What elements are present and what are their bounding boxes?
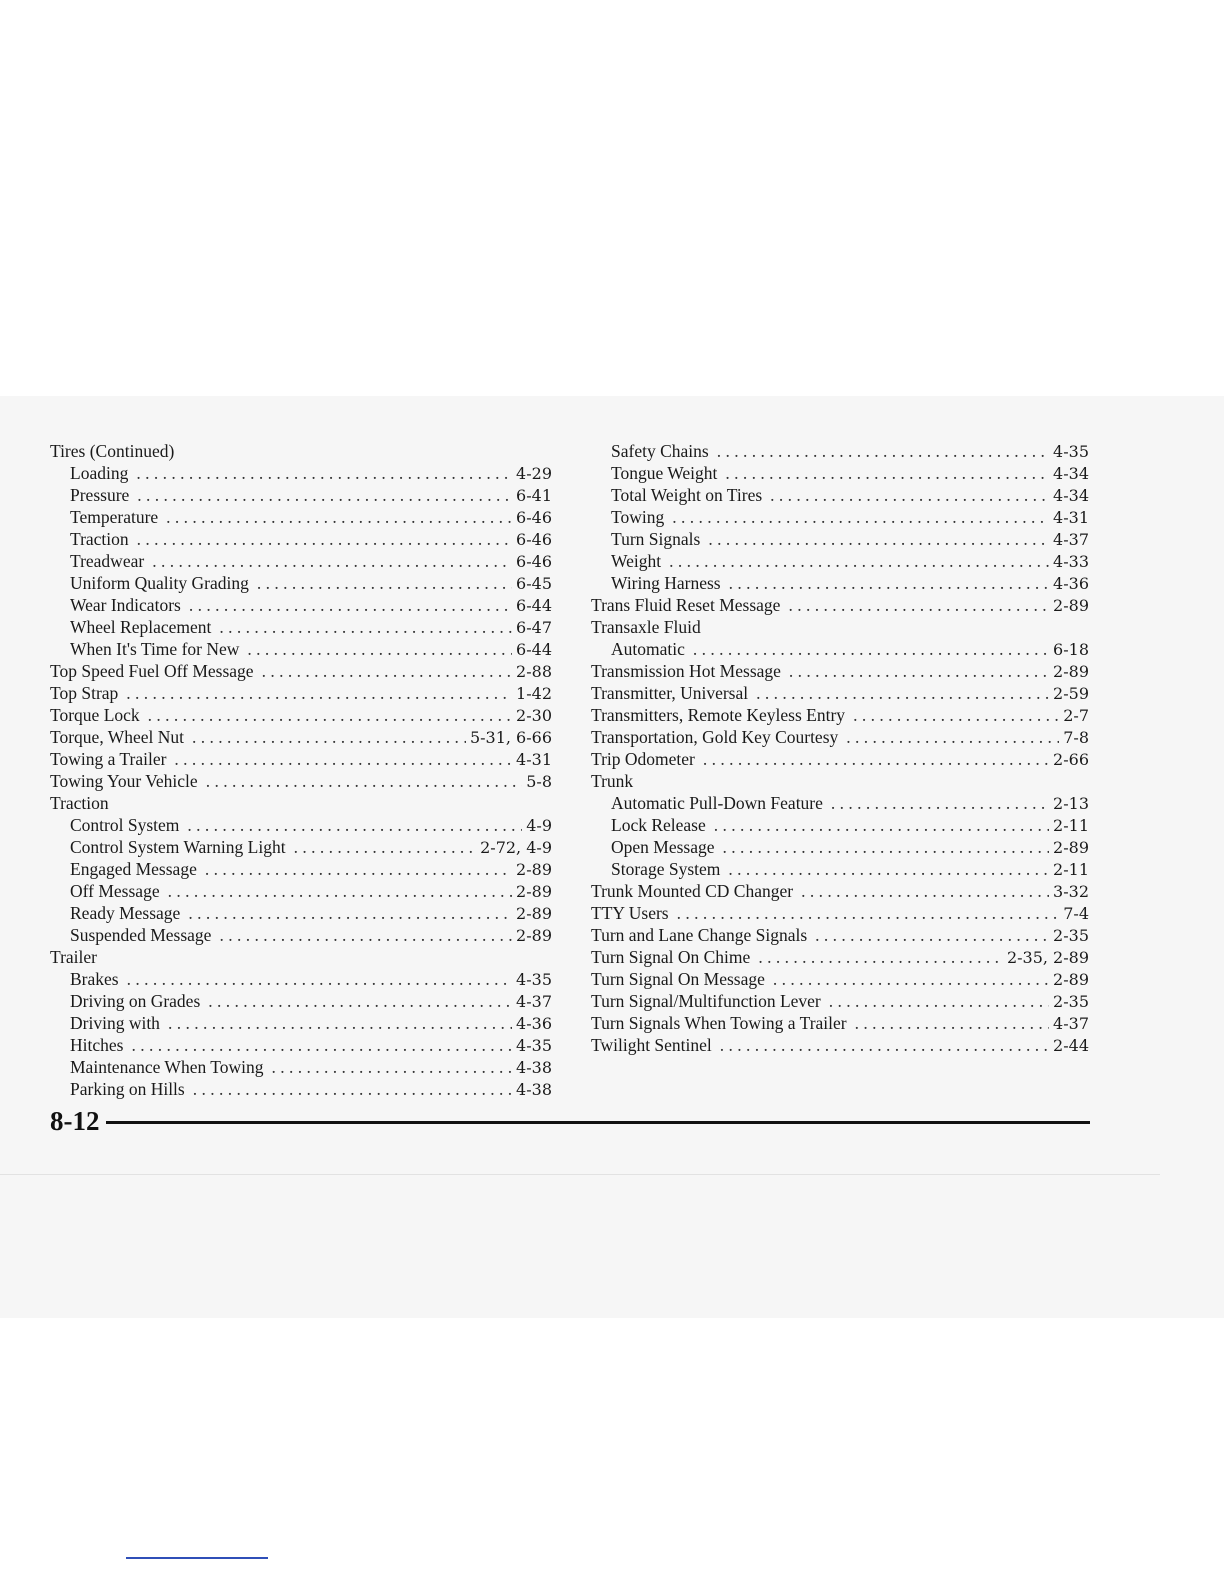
entry-term: Hitches	[70, 1035, 124, 1055]
page-reference[interactable]: 4-35	[516, 970, 552, 989]
dot-leader	[257, 572, 512, 594]
page-reference[interactable]: 2-89	[1053, 662, 1089, 681]
entry-term: Transaxle Fluid	[591, 617, 701, 637]
dot-leader	[801, 880, 1049, 902]
entry-term: Parking on Hills	[70, 1079, 185, 1099]
page-reference[interactable]: 2-88	[516, 662, 552, 681]
entry-term: Driving with	[70, 1013, 160, 1033]
index-column-right	[591, 440, 1089, 1056]
index-entry[interactable]	[591, 594, 1089, 616]
index-entry[interactable]	[591, 1034, 1089, 1056]
index-subentry[interactable]	[50, 924, 552, 946]
page-reference[interactable]: 4-9	[526, 816, 552, 835]
page-reference[interactable]: 6-47	[516, 618, 552, 637]
page-reference[interactable]: 2-11	[1053, 860, 1089, 879]
dot-leader	[192, 726, 466, 748]
index-subentry[interactable]	[50, 462, 552, 484]
page-reference[interactable]: 2-72, 4-9	[480, 838, 552, 857]
index-subentry[interactable]	[50, 880, 552, 902]
page-reference[interactable]: 4-36	[1053, 574, 1089, 593]
index-subentry[interactable]	[50, 550, 552, 572]
index-subentry[interactable]	[50, 858, 552, 880]
page-reference[interactable]: 6-45	[516, 574, 552, 593]
dot-leader	[855, 1012, 1049, 1034]
entry-term: Wiring Harness	[611, 573, 721, 593]
index-subentry[interactable]	[591, 572, 1089, 594]
index-entry[interactable]	[50, 748, 552, 770]
page-reference[interactable]: 2-44	[1053, 1036, 1089, 1055]
page-reference[interactable]: 4-37	[1053, 1014, 1089, 1033]
dot-leader	[137, 484, 512, 506]
entry-term: Trunk	[591, 771, 634, 791]
dot-leader	[773, 968, 1049, 990]
entry-term: Trailer	[50, 947, 97, 967]
link-underline[interactable]	[126, 1557, 268, 1559]
dot-leader	[136, 462, 512, 484]
index-subentry[interactable]	[591, 484, 1089, 506]
entry-term: Uniform Quality Grading	[70, 573, 249, 593]
entry-term: Storage System	[611, 859, 721, 879]
index-entry[interactable]	[591, 660, 1089, 682]
index-subentry[interactable]	[50, 572, 552, 594]
page-reference[interactable]: 2-11	[1053, 816, 1089, 835]
index-entry[interactable]	[591, 1012, 1089, 1034]
page-reference[interactable]: 2-89	[516, 860, 552, 879]
entry-term: Transportation, Gold Key Courtesy	[591, 727, 839, 747]
page-reference[interactable]: 4-31	[1053, 508, 1089, 527]
index-subentry[interactable]	[50, 484, 552, 506]
entry-term: Automatic Pull-Down Feature	[611, 793, 823, 813]
entry-term: Control System	[70, 815, 180, 835]
index-subentry[interactable]	[50, 836, 552, 858]
index-entry[interactable]	[591, 880, 1089, 902]
dot-leader	[723, 836, 1050, 858]
page-reference[interactable]: 6-46	[516, 508, 552, 527]
page-reference[interactable]: 4-37	[1053, 530, 1089, 549]
index-subentry[interactable]	[50, 638, 552, 660]
dot-leader	[193, 1078, 512, 1100]
index-entry	[591, 770, 1089, 792]
dot-leader	[720, 1034, 1049, 1056]
index-entry[interactable]	[591, 924, 1089, 946]
index-subentry[interactable]	[50, 594, 552, 616]
index-subentry[interactable]	[50, 616, 552, 638]
scan-edge-line	[0, 1174, 1160, 1175]
entry-term: Control System Warning Light	[70, 837, 286, 857]
dot-leader	[137, 528, 512, 550]
entry-term: When It's Time for New	[70, 639, 240, 659]
page-reference[interactable]: 4-29	[516, 464, 552, 483]
index-entry	[50, 792, 552, 814]
page-reference[interactable]: 6-41	[516, 486, 552, 505]
dot-leader	[815, 924, 1049, 946]
page-reference[interactable]: 2-35	[1053, 926, 1089, 945]
entry-term: TTY Users	[591, 903, 669, 923]
page-reference[interactable]: 6-46	[516, 530, 552, 549]
index-subentry[interactable]	[591, 858, 1089, 880]
page-footer	[50, 1106, 1090, 1136]
dot-leader	[174, 748, 512, 770]
dot-leader	[703, 748, 1049, 770]
entry-term: Transmission Hot Message	[591, 661, 781, 681]
entry-term: Tongue Weight	[611, 463, 718, 483]
dot-leader	[853, 704, 1059, 726]
dot-leader	[168, 1012, 512, 1034]
index-entry[interactable]	[591, 682, 1089, 704]
dot-leader	[831, 792, 1049, 814]
entry-term: Trunk Mounted CD Changer	[591, 881, 794, 901]
entry-term: Off Message	[70, 881, 160, 901]
dot-leader	[131, 1034, 512, 1056]
page-number: 8-12	[50, 1105, 100, 1136]
entry-term: Treadwear	[70, 551, 145, 571]
index-entry[interactable]	[50, 770, 552, 792]
index-subentry[interactable]	[591, 550, 1089, 572]
dot-leader	[693, 638, 1049, 660]
dot-leader	[708, 528, 1049, 550]
entry-term: Towing Your Vehicle	[50, 771, 198, 791]
page-reference[interactable]: 4-34	[1053, 464, 1089, 483]
entry-term: Traction	[50, 793, 109, 813]
entry-term: Towing a Trailer	[50, 749, 167, 769]
page-reference[interactable]: 6-44	[516, 596, 552, 615]
dot-leader	[262, 660, 512, 682]
index-entry[interactable]	[591, 704, 1089, 726]
page-reference[interactable]: 4-34	[1053, 486, 1089, 505]
dot-leader	[717, 440, 1049, 462]
entry-term: Open Message	[611, 837, 715, 857]
entry-term: Wear Indicators	[70, 595, 181, 615]
dot-leader	[219, 616, 512, 638]
dot-leader	[729, 572, 1049, 594]
page-reference[interactable]: 6-18	[1053, 640, 1089, 659]
dot-leader	[205, 858, 512, 880]
dot-leader	[208, 990, 512, 1012]
index-entry	[50, 946, 552, 968]
index-entry[interactable]	[50, 682, 552, 704]
dot-leader	[294, 836, 477, 858]
dot-leader	[188, 902, 512, 924]
index-entry[interactable]	[591, 968, 1089, 990]
entry-term: Automatic	[611, 639, 685, 659]
dot-leader	[187, 814, 522, 836]
entry-term: Loading	[70, 463, 129, 483]
page-reference[interactable]: 2-35, 2-89	[1006, 948, 1089, 967]
page-reference[interactable]: 4-38	[516, 1080, 552, 1099]
page-reference[interactable]: 4-37	[516, 992, 552, 1011]
dot-leader	[247, 638, 512, 660]
dot-leader	[714, 814, 1049, 836]
index-subentry[interactable]	[50, 814, 552, 836]
dot-leader	[756, 682, 1049, 704]
entry-term: Brakes	[70, 969, 119, 989]
index-entry[interactable]	[50, 660, 552, 682]
page-reference[interactable]: 1-42	[516, 684, 552, 703]
page-reference[interactable]: 2-89	[516, 904, 552, 923]
entry-term: Weight	[611, 551, 662, 571]
page-reference[interactable]: 2-66	[1053, 750, 1089, 769]
index-subentry[interactable]	[50, 990, 552, 1012]
index-subentry[interactable]	[50, 902, 552, 924]
page-reference[interactable]: 7-8	[1063, 728, 1089, 747]
dot-leader	[168, 880, 512, 902]
entry-term: Torque, Wheel Nut	[50, 727, 185, 747]
entry-term: Turn and Lane Change Signals	[591, 925, 808, 945]
entry-term: Pressure	[70, 485, 130, 505]
entry-term: Top Strap	[50, 683, 119, 703]
page-reference[interactable]: 4-38	[516, 1058, 552, 1077]
index-column-left	[50, 440, 552, 1100]
entry-term: Suspended Message	[70, 925, 212, 945]
page-reference[interactable]: 2-89	[1053, 838, 1089, 857]
dot-leader	[672, 506, 1049, 528]
entry-term: Trip Odometer	[591, 749, 695, 769]
page-reference[interactable]: 2-35	[1053, 992, 1089, 1011]
index-subentry[interactable]	[591, 506, 1089, 528]
page-reference[interactable]: 4-35	[1053, 442, 1089, 461]
entry-term: Wheel Replacement	[70, 617, 212, 637]
index-subentry[interactable]	[50, 1034, 552, 1056]
dot-leader	[272, 1056, 513, 1078]
index-subentry[interactable]	[591, 836, 1089, 858]
page-reference[interactable]: 4-31	[516, 750, 552, 769]
entry-term: Engaged Message	[70, 859, 197, 879]
page-reference[interactable]: 4-33	[1053, 552, 1089, 571]
page-reference[interactable]: 2-89	[1053, 596, 1089, 615]
index-entry	[50, 440, 552, 462]
dot-leader	[219, 924, 512, 946]
page-reference[interactable]: 3-32	[1053, 882, 1089, 901]
entry-term: Top Speed Fuel Off Message	[50, 661, 254, 681]
entry-term: Traction	[70, 529, 129, 549]
page-reference[interactable]: 6-46	[516, 552, 552, 571]
index-subentry[interactable]	[50, 528, 552, 550]
index-entry[interactable]	[591, 726, 1089, 748]
page-reference[interactable]: 2-13	[1053, 794, 1089, 813]
entry-term: Trans Fluid Reset Message	[591, 595, 781, 615]
entry-term: Turn Signal/Multifunction Lever	[591, 991, 821, 1011]
index-subentry[interactable]	[591, 792, 1089, 814]
dot-leader	[728, 858, 1049, 880]
index-subentry[interactable]	[50, 1078, 552, 1100]
index-subentry[interactable]	[591, 462, 1089, 484]
index-subentry[interactable]	[591, 638, 1089, 660]
dot-leader	[770, 484, 1049, 506]
entry-term: Safety Chains	[611, 441, 709, 461]
dot-leader	[126, 682, 512, 704]
entry-term: Total Weight on Tires	[611, 485, 763, 505]
index-entry[interactable]	[50, 704, 552, 726]
entry-term: Towing	[611, 507, 665, 527]
dot-leader	[846, 726, 1059, 748]
dot-leader	[148, 704, 512, 726]
page-reference[interactable]: 2-59	[1053, 684, 1089, 703]
entry-term: Turn Signals When Towing a Trailer	[591, 1013, 847, 1033]
index-subentry[interactable]	[591, 814, 1089, 836]
index-entry[interactable]	[591, 946, 1089, 968]
dot-leader	[669, 550, 1049, 572]
page-reference[interactable]: 4-36	[516, 1014, 552, 1033]
dot-leader	[677, 902, 1060, 924]
dot-leader	[829, 990, 1049, 1012]
dot-leader	[725, 462, 1049, 484]
entry-term: Torque Lock	[50, 705, 140, 725]
dot-leader	[789, 660, 1049, 682]
index-subentry[interactable]	[50, 1056, 552, 1078]
entry-term: Driving on Grades	[70, 991, 201, 1011]
index-entry[interactable]	[591, 902, 1089, 924]
dot-leader	[758, 946, 1003, 968]
index-subentry[interactable]	[50, 506, 552, 528]
index-subentry[interactable]	[50, 968, 552, 990]
page-reference[interactable]: 4-35	[516, 1036, 552, 1055]
dot-leader	[166, 506, 512, 528]
index-subentry[interactable]	[591, 440, 1089, 462]
page-reference[interactable]: 2-7	[1063, 706, 1089, 725]
entry-term: Twilight Sentinel	[591, 1035, 712, 1055]
dot-leader	[127, 968, 512, 990]
page-reference[interactable]: 2-89	[516, 882, 552, 901]
dot-leader	[152, 550, 512, 572]
index-entry[interactable]	[591, 748, 1089, 770]
index-entry[interactable]	[50, 726, 552, 748]
dot-leader	[206, 770, 523, 792]
entry-term: Transmitters, Remote Keyless Entry	[591, 705, 846, 725]
page-reference[interactable]: 7-4	[1063, 904, 1089, 923]
entry-term: Turn Signal On Chime	[591, 947, 751, 967]
page-reference[interactable]: 2-89	[1053, 970, 1089, 989]
dot-leader	[788, 594, 1049, 616]
page-reference[interactable]: 5-31, 6-66	[469, 728, 552, 747]
index-subentry[interactable]	[591, 528, 1089, 550]
index-subentry[interactable]	[50, 1012, 552, 1034]
page-reference[interactable]: 2-30	[516, 706, 552, 725]
entry-term: Ready Message	[70, 903, 181, 923]
entry-term: Lock Release	[611, 815, 706, 835]
entry-term: Turn Signals	[611, 529, 701, 549]
page-reference[interactable]: 2-89	[516, 926, 552, 945]
index-entry[interactable]	[591, 990, 1089, 1012]
index-entry	[591, 616, 1089, 638]
entry-term: Tires (Continued)	[50, 441, 175, 461]
entry-term: Maintenance When Towing	[70, 1057, 264, 1077]
entry-term: Temperature	[70, 507, 159, 527]
entry-term: Transmitter, Universal	[591, 683, 749, 703]
page-reference[interactable]: 6-44	[516, 640, 552, 659]
entry-term: Turn Signal On Message	[591, 969, 765, 989]
footer-rule	[106, 1121, 1091, 1124]
dot-leader	[189, 594, 512, 616]
page-reference[interactable]: 5-8	[526, 772, 552, 791]
